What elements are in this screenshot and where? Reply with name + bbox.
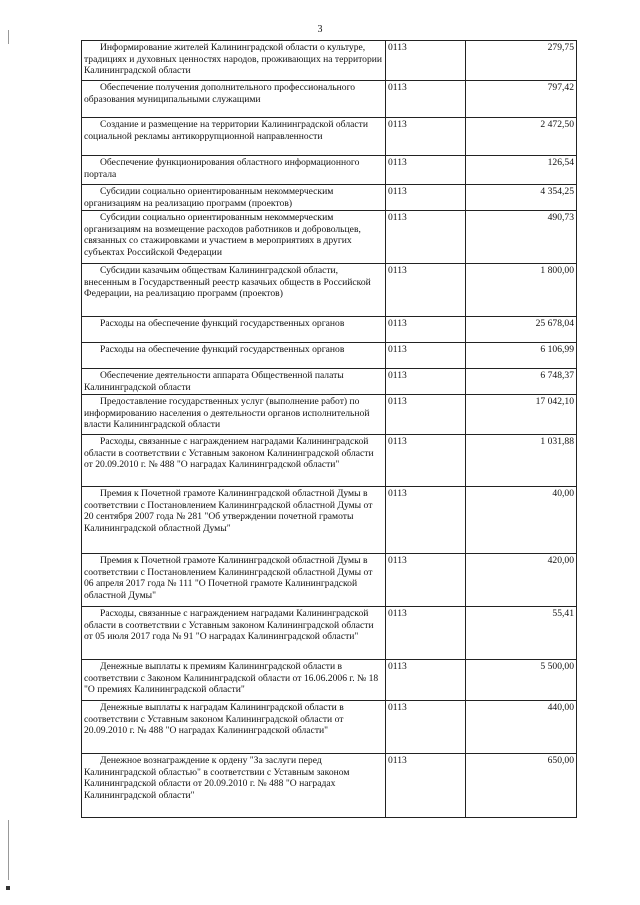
table-row	[82, 487, 577, 554]
row-amount: 420,00	[466, 554, 577, 607]
table-row	[82, 701, 577, 754]
table-row	[82, 211, 577, 264]
budget-table	[81, 40, 577, 818]
row-amount: 279,75	[466, 41, 577, 81]
row-description: Субсидии социально ориентированным некоммерческим организациям на реализацию программ (проектов)	[82, 185, 386, 211]
row-description: Денежные выплаты к наградам Калининградской области в соответствии с Уставным законом Калининградской области от 20.09.2010 г. № 488 "О наградах Калининградской области"	[82, 701, 386, 754]
table-row	[82, 81, 577, 118]
row-amount: 40,00	[466, 487, 577, 554]
row-description: Денежное вознаграждение к ордену "За заслуги перед Калининградской областью" в соответствии с Уставным законом Калининградской области от 20.09.2010 г. № 488 "О наградах Калининградской области"	[82, 754, 386, 818]
table-row	[82, 264, 577, 317]
row-description: Расходы, связанные с награждением наградами Калининградской области в соответствии с Уставным законом Калининградской области от 05 июля 2017 года № 91 "О наградах Калининградской области"	[82, 607, 386, 660]
row-code: 0113	[386, 395, 466, 435]
row-code: 0113	[386, 487, 466, 554]
row-amount: 5 500,00	[466, 660, 577, 701]
row-description: Расходы, связанные с награждением наградами Калининградской области в соответствии с Уставным законом Калининградской области от 20.09.2010 г. № 488 "О наградах Калининградской области"	[82, 435, 386, 487]
row-description: Предоставление государственных услуг (выполнение работ) по информированию населения о деятельности органов исполнительной власти Калининградской области	[82, 395, 386, 435]
row-amount: 4 354,25	[466, 185, 577, 211]
row-amount: 126,54	[466, 156, 577, 185]
row-amount: 17 042,10	[466, 395, 577, 435]
row-amount: 650,00	[466, 754, 577, 818]
row-code: 0113	[386, 607, 466, 660]
page-number: 3	[317, 24, 323, 35]
row-code: 0113	[386, 435, 466, 487]
row-code: 0113	[386, 211, 466, 264]
table-row	[82, 317, 577, 343]
table-row	[82, 41, 577, 81]
row-description: Субсидии социально ориентированным некоммерческим организациям на возмещение расходов работников и добровольцев, связанных со стажировками и участием в мероприятиях в других субъектах Российской Федерации	[82, 211, 386, 264]
row-description: Информирование жителей Калининградской области о культуре, традициях и духовных ценностях народов, проживающих на территории Калининградской области	[82, 41, 386, 81]
margin-scan-dot	[6, 886, 10, 890]
row-description: Обеспечение получения дополнительного профессионального образования муниципальными служащими	[82, 81, 386, 118]
row-code: 0113	[386, 185, 466, 211]
table-row	[82, 369, 577, 395]
row-amount: 1 031,88	[466, 435, 577, 487]
margin-scan-mark	[8, 30, 9, 44]
row-description: Премия к Почетной грамоте Калининградской областной Думы в соответствии с Постановлением Калининградской областной Думы от 06 апреля 2017 года № 111 "О Почетной грамоте Калининградской областной Думы"	[82, 554, 386, 607]
table-row	[82, 660, 577, 701]
table-row	[82, 118, 577, 156]
row-description: Обеспечение деятельности аппарата Общественной палаты Калининградской области	[82, 369, 386, 395]
row-code: 0113	[386, 660, 466, 701]
table-row	[82, 607, 577, 660]
row-amount: 1 800,00	[466, 264, 577, 317]
row-code: 0113	[386, 41, 466, 81]
row-amount: 440,00	[466, 701, 577, 754]
row-code: 0113	[386, 343, 466, 369]
row-code: 0113	[386, 701, 466, 754]
row-code: 0113	[386, 156, 466, 185]
row-code: 0113	[386, 754, 466, 818]
row-code: 0113	[386, 317, 466, 343]
row-code: 0113	[386, 264, 466, 317]
row-amount: 6 748,37	[466, 369, 577, 395]
row-code: 0113	[386, 118, 466, 156]
row-amount: 797,42	[466, 81, 577, 118]
row-description: Денежные выплаты к премиям Калининградской области в соответствии с Законом Калининградской области от 16.06.2006 г. № 18 "О премиях Калининградской области"	[82, 660, 386, 701]
row-amount: 490,73	[466, 211, 577, 264]
table-row	[82, 754, 577, 818]
margin-scan-mark	[8, 820, 9, 880]
row-amount: 2 472,50	[466, 118, 577, 156]
table-row	[82, 185, 577, 211]
row-description: Премия к Почетной грамоте Калининградской областной Думы в соответствии с Постановлением Калининградской областной Думы от 20 сентября 2007 года № 281 "Об утверждении почетной грамоты Калининградской областной Думы"	[82, 487, 386, 554]
row-code: 0113	[386, 369, 466, 395]
row-amount: 6 106,99	[466, 343, 577, 369]
row-code: 0113	[386, 554, 466, 607]
row-amount: 55,41	[466, 607, 577, 660]
row-description: Обеспечение функционирования областного информационного портала	[82, 156, 386, 185]
row-code: 0113	[386, 81, 466, 118]
table-row	[82, 554, 577, 607]
row-amount: 25 678,04	[466, 317, 577, 343]
row-description: Субсидии казачьим обществам Калининградской области, внесенным в Государственный реестр казачьих обществ в Российской Федерации, на реализацию программ (проектов)	[82, 264, 386, 317]
row-description: Создание и размещение на территории Калининградской области социальной рекламы антикоррупционной направленности	[82, 118, 386, 156]
table-row	[82, 435, 577, 487]
table-row	[82, 156, 577, 185]
table-row	[82, 395, 577, 435]
row-description: Расходы на обеспечение функций государственных органов	[82, 317, 386, 343]
row-description: Расходы на обеспечение функций государственных органов	[82, 343, 386, 369]
table-row	[82, 343, 577, 369]
